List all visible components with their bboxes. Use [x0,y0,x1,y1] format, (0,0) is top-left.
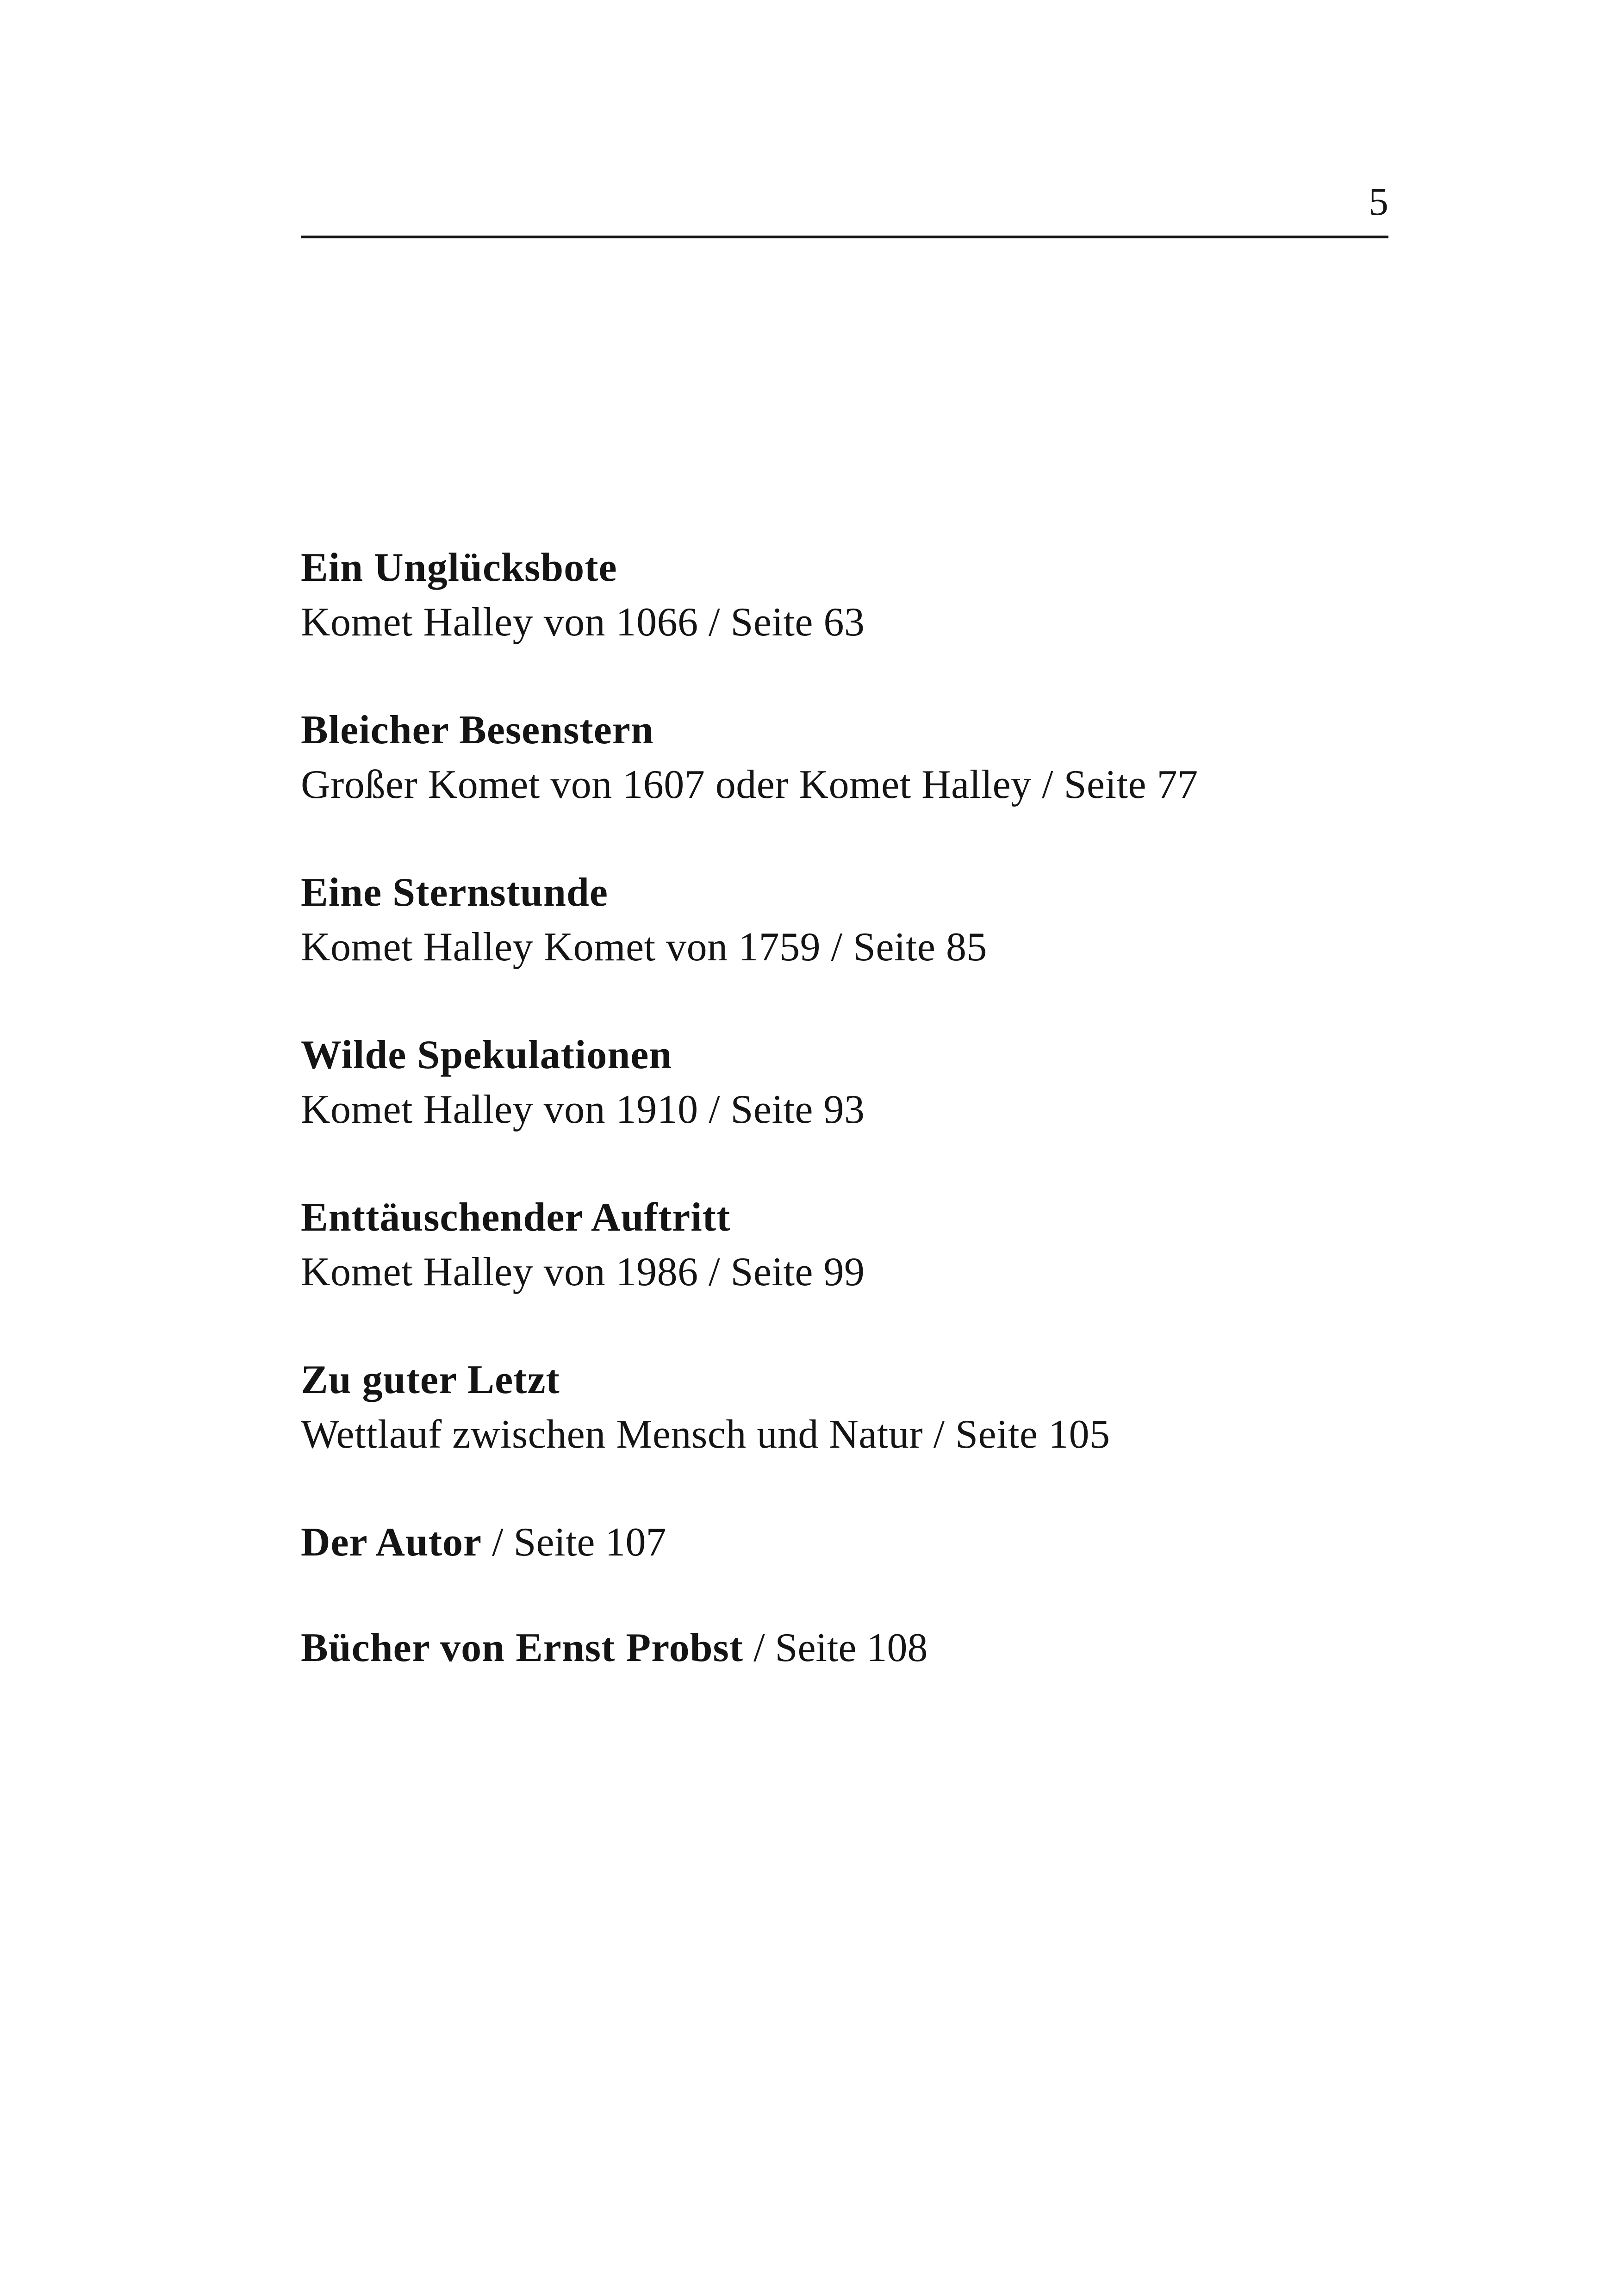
toc-entry [301,865,1412,975]
toc-entry [301,1028,1412,1137]
toc-entry [301,1353,1412,1462]
toc-entry-inline [301,1621,1412,1675]
toc-entry-subtitle: Großer Komet von 1607 oder Komet Halley / Seite 77 [301,762,1198,807]
toc-entry-subtitle: Komet Halley von 1910 / Seite 93 [301,1087,865,1132]
toc-entry-title: Der Autor [301,1520,482,1565]
toc-entry-title: Zu guter Letzt [301,1357,560,1402]
toc-entry-title: Enttäuschender Auftritt [301,1195,731,1240]
toc-entry-title: Bücher von Ernst Probst [301,1625,744,1670]
toc-entry-subtitle: Wettlauf zwischen Mensch und Natur / Seite 105 [301,1412,1110,1457]
toc-entry-title: Bleicher Besenstern [301,708,654,753]
header-rule [301,236,1388,238]
toc-entry-page: / Seite 107 [482,1520,666,1565]
toc-entry-subtitle: Komet Halley von 1066 / Seite 63 [301,600,865,645]
toc-entry [301,541,1412,650]
toc-entry-subtitle: Komet Halley Komet von 1759 / Seite 85 [301,925,987,970]
toc-entry-title: Eine Sternstunde [301,870,608,915]
toc-entry [301,703,1412,812]
page-number: 5 [1369,179,1388,224]
toc-entry-subtitle: Komet Halley von 1986 / Seite 99 [301,1250,865,1294]
toc-entry-title: Ein Unglücksbote [301,545,617,590]
toc-entry-inline [301,1515,1412,1570]
toc-entry-title: Wilde Spekulationen [301,1033,672,1077]
toc-entry-page: / Seite 108 [743,1625,928,1670]
table-of-contents [301,541,1412,1726]
toc-entry [301,1190,1412,1300]
